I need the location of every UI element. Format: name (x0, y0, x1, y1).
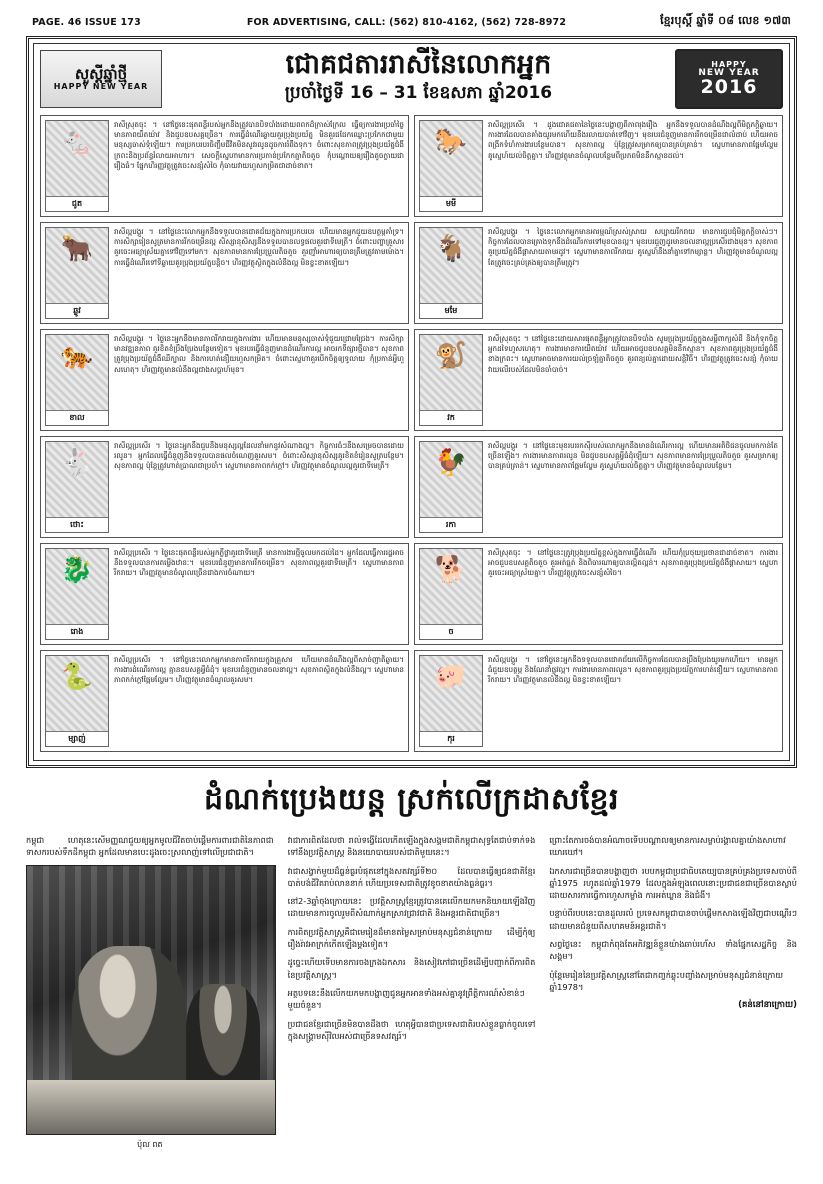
zodiac-text: រាសីល្អបង្គួរ ។ នៅថ្ងៃនេះលោកអ្នកនឹងទទួលបានជោគជ័យក្នុងការប្រកបរបរ ហើយមានអ្នកជួយឧបត្ថម្ភគាំទ្រ។ ការសិក្សារៀនសូត្រមានការរីកចម្រើនល្អ សិស្សានុសិស្សនឹងទទួលបានលទ្ធផលគួរជាទីមេត្រី។ ចំពោះបញ្ហាគ្រួសារគួរចេះអធ្យាស្រ័យគ្នាទៅវិញទៅមក។ សុខភាពមានការប្រែប្រួលតិចតួច គួរញ៉ាំអាហារឲ្យបានត្រឹមត្រូវតាមម៉ោង។ ការធ្វើដំណើរទៅទីឆ្ងាយគួរប្រុងប្រយ័ត្នបន្ដិច។ ហិរញ្ញវត្ថុស្ថិតក្នុងលំនឹងល្អ មិនខ្វះខាតឡើយ។ (114, 227, 404, 267)
article-paragraph: វាជាសង្វាក់មួយដ៏ធ្ងន់ធ្ងរបំផុតនៅក្នុងសតវត្សរ៍ទី២០ ដែលបានធ្វើឲ្យជនជាតិខ្មែរបាត់បង់ជីវិតរាប់លាននាក់ ហើយប្រទេសជាតិត្រូវខូចខាតយ៉ាងធ្ងន់ធ្ងរ។ (287, 865, 536, 888)
zodiac-cell (40, 543, 409, 645)
zodiac-text: រាសីល្អបង្គួរ ។ នៅថ្ងៃនេះមុខរបររកស៊ីរបស់លោកអ្នកនឹងមានដំណើរការល្អ ហើយមានអតិថិជនចូលមកកាន់តែច្រើនឡើង។ ការងារមានភាពរលូន មិនជួបឧបសគ្គអ្វីធំដុំឡើយ។ សុខភាពមានការប្រែប្រួលតិចតួច គួរសម្រាកឲ្យបានគ្រប់គ្រាន់។ ស្នេហាមានភាពផ្អែមល្ហែម គូស្នេហ៍យល់ចិត្តគ្នា។ ហិរញ្ញវត្ថុមានចំណូលបន្ថែម។ (488, 441, 778, 471)
zodiac-cell (40, 115, 409, 217)
zodiac-glyph: 🐒 (434, 341, 468, 371)
photo-foreground (27, 1080, 275, 1134)
happy-new-year-logo (40, 50, 162, 108)
article-columns (26, 834, 797, 1151)
zodiac-text: រាសីល្អប្រសើរ ។ ថ្ងៃនេះអ្នកនឹងជួបនឹងមនុស្សល្អដែលនាំមកនូវសំណាងល្អ។ កិច្ចការធំៗនឹងសម្រេចបានដោយរលូន។ អ្នកដែលធ្វើជំនួញនឹងទទួលបានផលចំណេញគួរសម។ ចំពោះសិស្សានុសិស្សគួរខិតខំរៀនសូត្របន្ថែម។ សុខភាពល្អ ប៉ុន្ដែត្រូវហាត់ប្រាណជាប្រចាំ។ ស្នេហាមានភាពកក់ក្ដៅ។ ហិរញ្ញវត្ថុមានចំណូលល្អគួរជាទីមេត្រី។ (114, 441, 404, 471)
zodiac-name: ម្សាញ់ (46, 731, 108, 746)
tiger-icon (45, 334, 109, 426)
dog-icon (419, 548, 483, 640)
logo-khmer-text: សួស្ដីឆ្នាំថ្មី (74, 64, 128, 83)
zodiac-text: រាសីល្អប្រសើរ ។ នៅថ្ងៃនេះលោកអ្នកមានភាពរីករាយក្នុងគ្រួសារ ហើយមានដំណឹងល្អពីសាច់ញាតិឆ្ងាយ។ ការងារដំណើរការល្អ គ្មានឧបសគ្គអ្វីធំដុំ។ មុខរបរជំនួញមានចលនាល្អ។ សុខភាពស្ថិតក្នុងលំនឹងល្អ។ ស្នេហាមានភាពកក់ក្ដៅផ្អែមល្ហែម។ ហិរញ្ញវត្ថុមានចំណូលគួរសម។ (114, 655, 404, 685)
rooster-icon (419, 441, 483, 533)
zodiac-text: រាសីល្អបង្គួរ ។ ថ្ងៃនេះលោកអ្នកមានអារម្មណ៍ស្រស់ស្រាយ សប្បាយរីករាយ មានការជួបជុំមិត្តភក្ដិចាស់ៗ។ កិច្ចការដែលបានគ្រោងទុកនឹងដំណើរការទៅមុខបានល្អ។ មុខរបរជួញដូរមានចលនាល្អប្រសើរជាងមុន។ សុខភាពគួរប្រយ័ត្នជំងឺផ្ដាសាយតាមរដូវ។ ស្នេហាមានភាពរីករាយ គូស្នេហ៍នឹងនាំគ្នាទៅកម្សាន្ដ។ ហិរញ្ញវត្ថុមានចំណូលល្អ តែត្រូវចេះគ្រប់គ្រងឲ្យបានត្រឹមត្រូវ។ (488, 227, 778, 267)
zodiac-glyph: 🐖 (434, 662, 468, 692)
zodiac-glyph: 🐁 (60, 127, 94, 157)
zodiac-glyph: 🐂 (60, 234, 94, 264)
zodiac-grid (40, 115, 783, 752)
zodiac-text: រាសីល្អបង្គួរ ។ នៅថ្ងៃនេះអ្នកនឹងទទួលបានជោគជ័យលើកិច្ចការដែលបានប្រឹងប្រែងយូរមកហើយ។ មានអ្នកធំជួយឧបត្ថម្ភ និងណែនាំផ្លូវល្អ។ ការងារមានភាពរលូន។ សុខភាពគួរប្រុងប្រយ័ត្នការហត់នឿយ។ ស្នេហាមានភាពរីករាយ។ ហិរញ្ញវត្ថុមានលំនឹងល្អ មិនខ្វះខាតឡើយ។ (488, 655, 778, 685)
zodiac-text: រាសីល្អបង្គួរ ។ ថ្ងៃនេះអ្នកនឹងមានភាពរីករាយក្នុងការងារ ហើយមានមនុស្សចាស់ទុំជួយជ្រោមជ្រែង។ ការសិក្សាមានវឌ្ឍនភាព គួរខិតខំប្រឹងប្រែងបន្ថែមទៀត។ មុខរបរធ្វើជំនួញមានដំណើរការល្អ អាចរកទីផ្សារថ្មីបាន។ សុខភាពត្រូវប្រុងប្រយ័ត្នជំងឺឈឺក្បាល និងការហត់នឿយហួសកម្រិត។ ចំពោះស្នេហាគួរបើកចិត្តឲ្យទូលាយ កុំប្រកាន់អ្វីហួសហេតុ។ ហិរញ្ញវត្ថុមានលំនឹងល្អជាងសប្ដាហ៍មុន។ (114, 334, 404, 374)
ox-icon (45, 227, 109, 319)
article-headline: ដំណក់ប្រេងយន្ត ស្រក់លើក្រដាសខ្មែរ (203, 782, 620, 817)
rabbit-icon (45, 441, 109, 533)
zodiac-cell (40, 650, 409, 752)
article-paragraph: ដូច្នេះហើយទើបមានការចងក្រងឯកសារ និងសៀវភៅជាច្រើនដើម្បីបញ្ជាក់ពីការពិតនៃប្រវត្ដិសាស្ដ្រ។ (287, 957, 536, 980)
article-paragraph: អត្ថបទនេះនឹងលើកយកមកបង្ហាញជូនអ្នកអានទាំងអស់គ្នានូវព្រឹត្ដិការណ៍សំខាន់ៗមួយចំនួន។ (287, 987, 525, 1011)
horse-icon (419, 120, 483, 212)
article-paragraph: នៅ2-3ឆ្នាំចុងក្រោយនេះ ប្រវត្ដិសាស្ដ្រខ្មែរត្រូវបានគេលើកយកមកនិយាយឡើងវិញ ដោយមានការចូលរួមពីសំណាក់អ្នកស្រាវជ្រាវជាតិ និងអន្ដរជាតិជាច្រើន។ (287, 896, 536, 919)
zodiac-cell (414, 436, 783, 538)
article-column-1 (26, 834, 274, 1151)
article-paragraph: សព្វថ្ងៃនេះ កម្ពុជាកំពុងតែអភិវឌ្ឍន៍ខ្លួនយ៉ាងឆាប់រហ័ស ទាំងផ្នែកសេដ្ឋកិច្ច និងសង្គម។ (549, 939, 797, 962)
snake-icon (45, 655, 109, 747)
zodiac-name: រកា (420, 517, 482, 532)
horoscope-title-block (170, 51, 667, 106)
rat-icon (45, 120, 109, 212)
page-header (26, 14, 797, 36)
article-paragraph: ប៉ុន្ដែមេរៀននៃប្រវត្ដិសាស្ដ្រនៅតែជាកញ្ចក់ឆ្លុះបញ្ចាំងសម្រាប់មនុស្សជំនាន់ក្រោយ ឆ្នាំ1978។ (549, 969, 784, 992)
article-endnote: (គន់នៅនាក្រោយ) (738, 1000, 797, 1011)
article-paragraph: បន្ទាប់ពីរបបនេះបានដួលរលំ ប្រទេសកម្ពុជាបានចាប់ផ្ដើមកសាងឡើងវិញជាបណ្ដើរៗ ដោយមានជំនួយពីសហគមន៍អន្ដរជាតិ។ (549, 908, 797, 931)
article-column-3 (549, 834, 797, 1151)
zodiac-name: វក (420, 410, 482, 425)
horoscope-section (26, 36, 797, 768)
zodiac-name: ថោះ (46, 517, 108, 532)
article-paragraph: ឯកសារជាច្រើនបានបង្ហាញថា របបកម្ពុជាប្រជាធិបតេយ្យបានគ្រប់គ្រងប្រទេសចាប់ពីឆ្នាំ1975 រហូតដល់ឆ្នាំ1979 ដែលក្នុងអំឡុងពេលនោះប្រជាជនជាច្រើនបានស្លាប់ដោយសារការធ្វើការហួសកម្លាំង ការអត់ឃ្លាន និងជំងឺ។ (549, 865, 797, 901)
goat-icon (419, 227, 483, 319)
zodiac-text: រាសីល្អប្រសើរ ។ ថ្ងៃនេះផុតពន្លឺរបស់អ្នកភ្លឺថ្លាគួរជាទីមេត្រី មានការងារថ្មីចូលមកដល់ដៃ។ អ្នកដែលធ្វើការរដ្ឋអាចនឹងទទួលបានការតម្លើងឋានៈ។ មុខរបរជំនួញមានការរីកចម្រើន។ សុខភាពល្អគួរជាទីមេត្រី។ ស្នេហាមានភាពរីករាយ។ ហិរញ្ញវត្ថុមានចំណូលច្រើនជាងការចំណាយ។ (114, 548, 404, 578)
dragon-icon (45, 548, 109, 640)
monkey-icon (419, 334, 483, 426)
zodiac-cell (414, 650, 783, 752)
zodiac-name: កុរ (420, 731, 482, 746)
zodiac-name: ឆ្លូវ (46, 303, 108, 318)
zodiac-glyph: 🐇 (60, 448, 94, 478)
year-badge-line2: NEW YEAR (698, 68, 760, 78)
zodiac-name: ជូត (46, 196, 108, 211)
year-badge-year: 2016 (700, 76, 758, 98)
pig-icon (419, 655, 483, 747)
zodiac-cell (414, 543, 783, 645)
horoscope-subtitle: ប្រចាំថ្ងៃទី 16 – 31 ខែឧសភា ឆ្នាំ2016 (284, 82, 553, 103)
zodiac-name: មមែ (420, 303, 482, 318)
article-paragraph: ការពិតប្រវត្ដិសាស្ដ្រគឺជាមេរៀនដ៏មានតម្លៃសម្រាប់មនុស្សជំនាន់ក្រោយ ដើម្បីកុំឲ្យរឿងរ៉ាវអាក្រក់កើតឡើងម្ដងទៀត។ (287, 926, 536, 950)
zodiac-cell (414, 329, 783, 431)
zodiac-name: រោង (46, 624, 108, 639)
article-photo (26, 865, 276, 1135)
zodiac-text: រាសីស្រុតចុះ ។ នៅថ្ងៃនេះផុតពន្លឺរបស់អ្នកនឹងត្រូវបានបិទបាំងដោយពពកដ៏ក្រាស់ក្រែល ធ្វើឲ្យការងារប្រចាំថ្ងៃមានភាពយឺតយ៉ាវ និងជួបឧបសគ្គច្រើន។ ការធ្វើដំណើរឆ្ងាយគួរប្រុងប្រយ័ត្ន មិនគួរជជែកឈ្លោះប្រកែកជាមួយមនុស្សចាស់ទុំឡើយ។ ការប្រកបរបរចិញ្ចឹមជីវិតមិនសូវរលូនដូចការរំពឹងទុក។ ចំពោះសុខភាពត្រូវប្រុងប្រយ័ត្នជំងឺក្រពះនិងប្រព័ន្ធរំលាយអាហារ។ សេចក្ដីស្នេហាមានការប្រកាន់ប្រកែកគ្នាតិចតួច កុំបណ្ដោយឲ្យរឿងតូចក្លាយជារឿងធំ។ ផ្នែកហិរញ្ញវត្ថុត្រូវចេះសន្សំសំចៃ កុំចាយវាយហួសកម្រិតជាដាច់ខាត។ (114, 120, 404, 170)
zodiac-text: រាសីស្រុតចុះ ។ នៅថ្ងៃនេះដោយសារផុតពន្លឺអ្នកត្រូវបានបិទបាំង សូមប្រុងប្រយ័ត្នក្នុងសម្ដីពាក្យសំដី និងកុំទុកចិត្តអ្នកដទៃហួសហេតុ។ ការងារមានការយឺតយ៉ាវ ហើយអាចជួបឧបសគ្គមិននឹកស្មាន។ សុខភាពគួរប្រុងប្រយ័ត្នជំងឺខាងក្រពះ។ ស្នេហាអាចមានការយល់ច្រឡំគ្នាតិចតួច គួរពន្យល់គ្នាដោយសន្ដិវិធី។ ហិរញ្ញវត្ថុត្រូវចេះសន្សំ កុំចាយវាយលើរបស់ដែលមិនចាំបាច់។ (488, 334, 778, 374)
article-paragraph: ប្រជាជនខ្មែរជាច្រើនមិនបានដឹងថា ហេតុអ្វីបានជាប្រទេសជាតិរបស់ខ្លួនធ្លាក់ចូលទៅក្នុងសង្គ្រាមស៊ីវិលអស់ជាច្រើនទសវត្សរ៍។ (287, 1018, 536, 1041)
photo-caption: ប៉ុល ពត (137, 1139, 163, 1149)
zodiac-cell (40, 436, 409, 538)
article-paragraph: វាជាការពិតដែលថា រាល់ទង្វើដែលកើតឡើងក្នុងសង្គមជាតិកម្ពុជាសុទ្ធតែជាប់ទាក់ទងទៅនឹងប្រវត្តិសាស្ដ្រ និងនយោបាយរបស់ជាតិមួយនេះ។ (287, 835, 536, 858)
zodiac-cell (414, 222, 783, 324)
article-paragraph: ព្រោះតែការចង់បានអំណាចទើបបណ្ដាលឲ្យមានការសម្លាប់រង្គាលគ្នាយ៉ាងសាហាវឃោរឃៅ។ (549, 835, 786, 858)
horoscope-header (40, 49, 783, 109)
zodiac-cell (414, 115, 783, 217)
zodiac-glyph: 🐍 (60, 662, 94, 692)
zodiac-text: រាសីស្រុតចុះ ។ នៅថ្ងៃនេះត្រូវប្រុងប្រយ័ត្នខ្ពស់ក្នុងការធ្វើដំណើរ ហើយកុំប្រថុយប្រថានជាដាច់ខាត។ ការងារអាចជួបឧបសគ្គតិចតួច គួរអត់ធ្មត់ និងពិចារណាឲ្យបានល្អិតល្អន់។ សុខភាពគួរប្រុងប្រយ័ត្នជំងឺផ្ដាសាយ។ ស្នេហាគួរចេះអធ្យាស្រ័យគ្នា។ ហិរញ្ញវត្ថុត្រូវចេះសន្សំសំចៃ។ (488, 548, 778, 578)
article-column-2 (288, 834, 536, 1151)
zodiac-glyph: 🐐 (434, 234, 468, 264)
year-badge-line1: HAPPY (711, 60, 747, 69)
zodiac-text: រាសីល្អប្រសើរ ។ ដួងជោគជតានៃថ្ងៃនេះបង្ហាញពីភាពរុងរឿង អ្នកនឹងទទួលបានដំណឹងល្អពីមិត្តភក្ដិឆ្ងាយ។ ការងារដែលបានគាំងយូរមកហើយនឹងរលាយបាត់ទៅវិញ។ មុខរបរជំនួញមានការរីកចម្រើនជាលំដាប់ ហើយអាចពង្រីកទំហំការងារបន្ថែមបាន។ សុខភាពល្អ ប៉ុន្ដែត្រូវសម្រាកឲ្យបានគ្រប់គ្រាន់។ ស្នេហាមានភាពផ្អែមល្ហែម គូស្នេហ៍យល់ចិត្តគ្នា។ ហិរញ្ញវត្ថុមានចំណូលបន្ថែមពីប្រភពមិននឹកស្មានដល់។ (488, 120, 778, 160)
zodiac-glyph: 🐕 (434, 555, 468, 585)
advertising-contact: FOR ADVERTISING, CALL: (562) 810-4162, (562) 728-8972 (246, 16, 567, 28)
horoscope-title: ជោគជតាររាសីនៃលោកអ្នក (285, 49, 552, 81)
zodiac-name: ច (420, 624, 482, 639)
zodiac-name: មមី (420, 196, 482, 211)
logo-english-text: HAPPY NEW YEAR (53, 81, 149, 91)
zodiac-glyph: 🐎 (434, 127, 468, 157)
zodiac-glyph: 🐓 (434, 448, 468, 478)
year-badge (675, 49, 783, 109)
page-issue-label: PAGE. 46 ISSUE 173 (32, 16, 141, 28)
feature-article (26, 780, 797, 1151)
publication-name: ខ្មែរបុស្តិ៍ ឆ្នាំទី ០៨ លេខ ១៧៣ (660, 14, 791, 27)
horoscope-inner (33, 43, 790, 761)
zodiac-glyph: 🐅 (60, 341, 94, 371)
zodiac-cell (40, 329, 409, 431)
zodiac-glyph: 🐉 (60, 555, 94, 585)
article-paragraph: កម្ពុជា ហេតុនេះសើមញ្ញណជួយឲ្យអ្នកមូលជីវិតចាប់ផ្ដើមការពារជាតិនៃភាពជាទាសករបស់ទឹកដីកម្ពុជា អ្នកដែលមានបេះដូងចេះស្រលាញ់ទៅលើប្រជាជាតិ។ (26, 835, 274, 858)
zodiac-cell (40, 222, 409, 324)
zodiac-name: ខាល (46, 410, 108, 425)
